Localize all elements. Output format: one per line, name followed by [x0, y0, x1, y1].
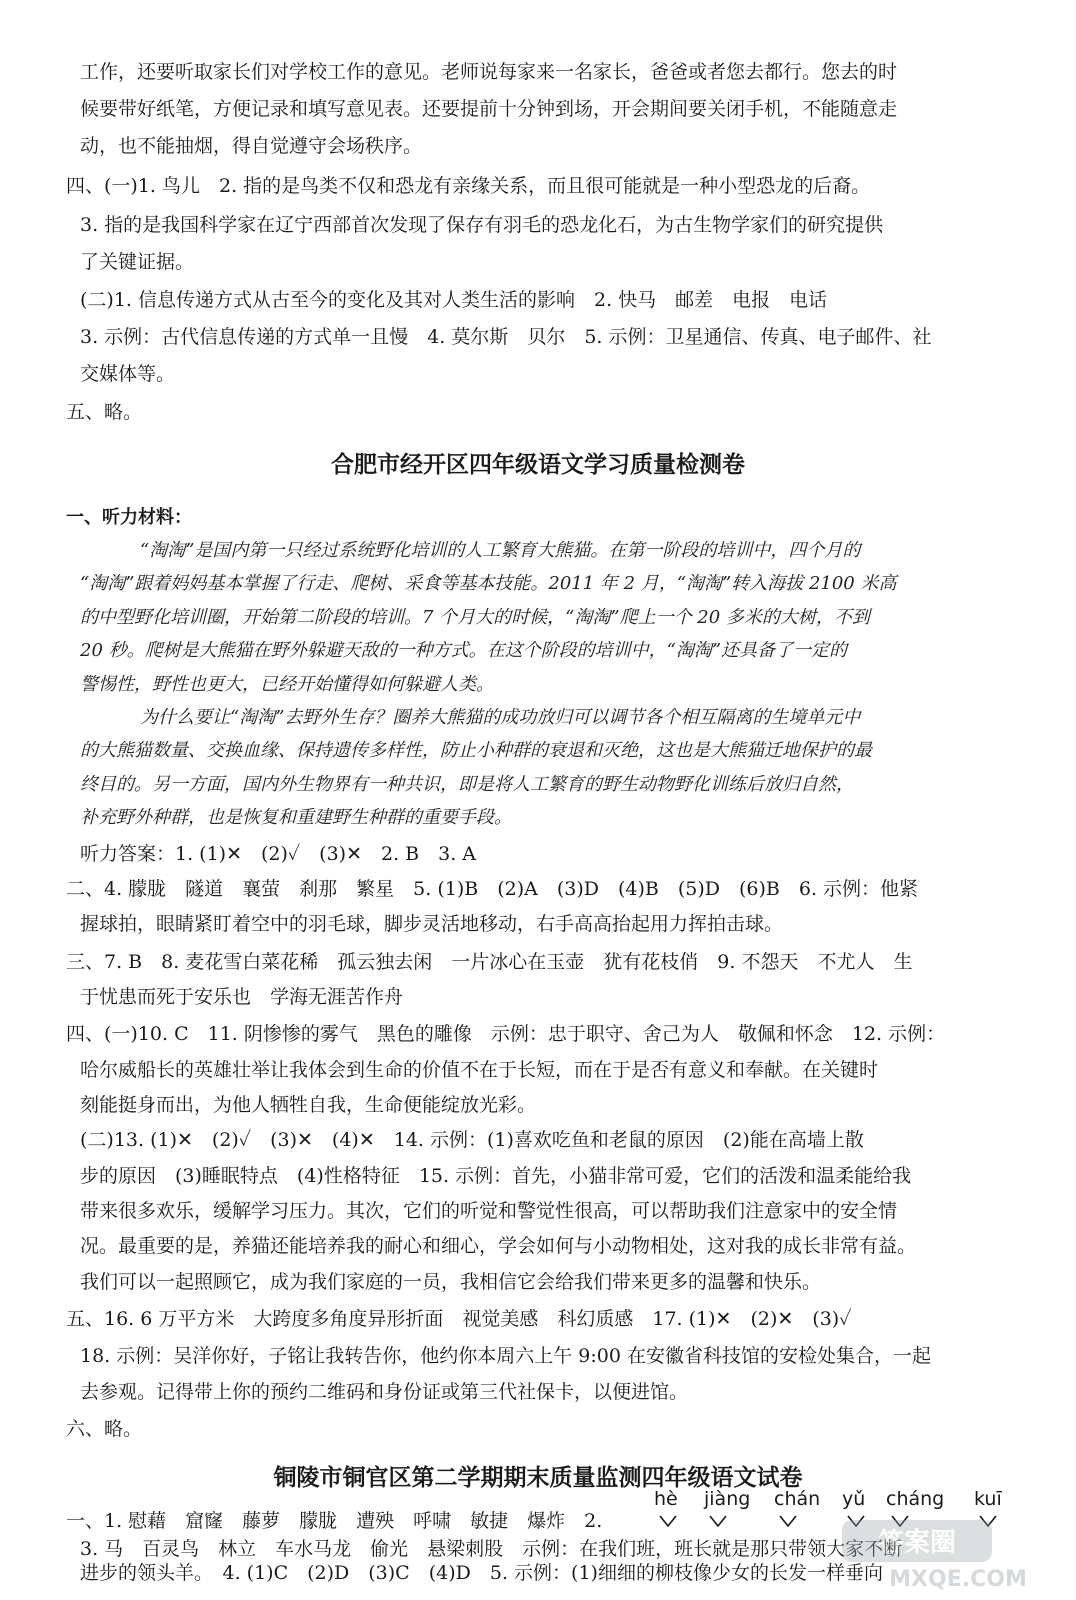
text-line: 交媒体等。: [80, 363, 176, 385]
answer-line: 哈尔威船长的英雄壮举让我体会到生命的价值不在于长短，而在于是否有意义和奉献。在关键时: [80, 1059, 879, 1081]
listening-line: 的中型野化培训圈，开始第二阶段的培训。7 个月大的时候，“淘淘”爬上一个 20 多米的大树，不到: [80, 607, 870, 628]
text-line: 五、略。: [66, 401, 143, 423]
listening-line: 20 秒。爬树是大熊猫在野外躲避天敌的一种方式。在这个阶段的培训中，“淘淘”还具备了一定的: [80, 640, 848, 661]
pinyin-answer: cháng: [886, 1488, 945, 1510]
text-line: 动，也不能抽烟，得自觉遵守会场秩序。: [80, 135, 423, 157]
answer-line: (二)13. (1)✕ (2)✓ (3)✕ (4)✕ 14. 示例：(1)喜欢吃鱼和老鼠的原因 (2)能在高墙上散: [80, 1129, 864, 1151]
text-line: 3. 示例：古代信息传递的方式单一且慢 4. 莫尔斯 贝尔 5. 示例：卫星通信、传真、电子邮件、社: [80, 326, 932, 348]
answer-line: 带来很多欢乐，缓解学习压力。其次，它们的听觉和警觉性很高，可以帮助我们注意家中的安全情: [80, 1200, 898, 1222]
text-line: (二)1. 信息传递方式从古至今的变化及其对人类生活的影响 2. 快马 邮差 电报 电话: [80, 289, 828, 311]
answer-line: 一、1. 慰藉 窟窿 藤萝 朦胧 遭殃 呼啸 敏捷 爆炸 2.: [66, 1510, 603, 1532]
answer-line: 三、7. B 8. 麦花雪白菜花稀 孤云独去闲 一片冰心在玉壶 犹有花枝俏 9. 不怨天 不尤人 生: [66, 951, 913, 973]
listening-line: 补充野外种群，也是恢复和重建野生种群的重要手段。: [80, 807, 512, 828]
answer-line: 18. 示例：吴洋你好，子铭让我转告你，他约你本周六上午 9:00 在安徽省科技馆的安检处集合，一起: [80, 1345, 932, 1367]
answer-line: 况。最重要的是，养猫还能培养我的耐心和细心，学会如何与小动物相处，这对我的成长非常有益。: [80, 1235, 917, 1257]
answer-line: 四、(一)10. C 11. 阴惨惨的雾气 黑色的雕像 示例：忠于职守、舍己为人 敬佩和怀念 12. 示例：: [66, 1023, 946, 1045]
answer-line: 我们可以一起照顾它，成为我们家庭的一员，我相信它会给我们带来更多的温馨和快乐。: [80, 1271, 822, 1293]
section-title: 铜陵市铜官区第二学期期末质量监测四年级语文试卷: [273, 1465, 803, 1491]
checkmark-icon: [708, 1514, 728, 1528]
section-title: 合肥市经开区四年级语文学习质量检测卷: [331, 452, 745, 478]
answer-line: 六、略。: [66, 1418, 143, 1440]
pinyin-answer: kuī: [974, 1488, 1002, 1510]
answer-line: 听力答案：1. (1)✕ (2)✓ (3)✕ 2. B 3. A: [80, 843, 477, 865]
answer-line: 于忧患而死于安乐也 学海无涯苦作舟: [80, 986, 404, 1008]
answer-line: 握球拍，眼睛紧盯着空中的羽毛球，脚步灵活地移动，右手高高抬起用力挥拍击球。: [80, 913, 784, 935]
listening-line: 为什么要让“淘淘”去野外生存？圈养大熊猫的成功放归可以调节各个相互隔离的生境单元中: [140, 707, 861, 728]
pinyin-answer: hè: [654, 1488, 678, 1510]
listening-line: “淘淘”跟着妈妈基本掌握了行走、爬树、采食等基本技能。2011 年 2 月，“淘淘”转入海拔 2100 米高: [80, 573, 897, 594]
listening-line: 终目的。另一方面，国内外生物界有一种共识，即是将人工繁育的野生动物野化训练后放归自然，: [80, 774, 854, 795]
listening-line: 的大熊猫数量、交换血缘、保持遗传多样性，防止小种群的衰退和灭绝，这也是大熊猫迁地保护的最: [80, 740, 872, 761]
text-line: 四、(一)1. 鸟儿 2. 指的是鸟类不仅和恐龙有亲缘关系，而且很可能就是一种小型恐龙的后裔。: [66, 175, 871, 197]
answer-line: 二、4. 朦胧 隧道 襄萤 刹那 繁星 5. (1)B (2)A (3)D (4)B (5)D (6)B 6. 示例：他紧: [66, 878, 919, 900]
answer-line: 进步的领头羊。 4. (1)C (2)D (3)C (4)D 5. 示例：(1)细细的柳枝像少女的长发一样垂向: [80, 1562, 883, 1584]
text-line: 了关键证据。: [80, 251, 195, 273]
watermark-logo: [838, 1514, 1068, 1594]
section-heading: 一、听力材料：: [66, 507, 192, 528]
checkmark-icon: [778, 1514, 798, 1528]
pinyin-answer: chán: [774, 1488, 821, 1510]
text-line: 候要带好纸笔，方便记录和填写意见表。还要提前十分钟到场，开会期间要关闭手机，不能随意走: [80, 98, 898, 120]
answer-line: 去参观。记得带上你的预约二维码和身份证或第三代社保卡，以便进馆。: [80, 1381, 689, 1403]
listening-line: “淘淘”是国内第一只经过系统野化培训的人工繁育大熊猫。在第一阶段的培训中，四个月的: [140, 540, 861, 561]
watermark-text: 答案圈: [877, 1528, 957, 1558]
answer-line: 五、16. 6 万平方米 大跨度多角度异形折面 视觉美感 科幻质感 17. (1)✕ (2)✕ (3)✓: [66, 1308, 852, 1330]
text-line: 工作，还要听取家长们对学校工作的意见。老师说每家来一名家长，爸爸或者您去都行。您去的时: [80, 61, 898, 83]
answer-line: 刻能挺身而出，为他人牺牲自我，生命便能绽放光彩。: [80, 1094, 537, 1116]
answer-line: 3. 马 百灵鸟 林立 车水马龙 偷光 悬梁刺股 示例：在我们班，班长就是那只带领大家不断: [80, 1538, 903, 1560]
pinyin-answer: yǔ: [842, 1488, 866, 1510]
listening-line: 警惕性，野性也更大，已经开始懂得如何躲避人类。: [80, 674, 494, 695]
watermark-url: MXQE.COM: [889, 1567, 1027, 1592]
text-line: 3. 指的是我国科学家在辽宁西部首次发现了保存有羽毛的恐龙化石，为古生物学家们的研究提供: [80, 214, 884, 236]
checkmark-icon: [658, 1514, 678, 1528]
answer-line: 步的原因 (3)睡眠特点 (4)性格特征 15. 示例：首先，小猫非常可爱，它们的活泼和温柔能给我: [80, 1165, 912, 1187]
pinyin-answer: jiàng: [704, 1488, 751, 1510]
